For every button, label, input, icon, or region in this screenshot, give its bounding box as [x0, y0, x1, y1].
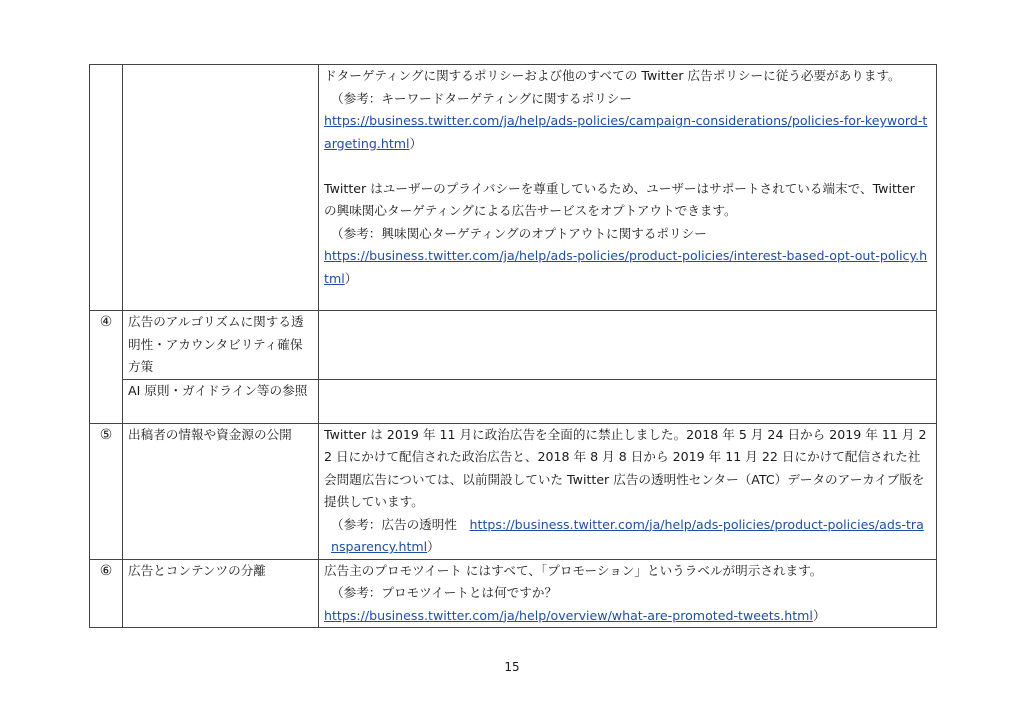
row-label-cell: 広告とコンテンツの分離	[123, 559, 319, 628]
reference-label: （参考：広告の透明性	[331, 516, 470, 532]
reference-link[interactable]: https://business.twitter.com/ja/help/ads-policies/campaign-considerations/policies-for-keyword-targeting.html	[324, 113, 928, 151]
paragraph: ドターゲティングに関するポリシーおよび他のすべての Twitter 広告ポリシーに従う必要があります。	[324, 68, 901, 83]
row-label-cell: 出稿者の情報や資金源の公開	[123, 423, 319, 559]
row-number-cell: ⑤	[90, 423, 123, 559]
reference-close: ）	[812, 607, 826, 623]
table-row	[90, 559, 937, 628]
reference-label: （参考：興味関心ターゲティングのオプトアウトに関するポリシー	[331, 225, 707, 241]
reference-close: ）	[344, 270, 358, 286]
reference-line	[324, 245, 931, 290]
row-number-cell	[90, 65, 123, 311]
reference-close: ）	[427, 539, 440, 554]
reference-line	[324, 110, 931, 155]
row-content-cell	[319, 423, 937, 559]
page-number: 15	[504, 660, 520, 674]
table-row	[90, 311, 937, 380]
row-number-cell: ④	[90, 311, 123, 424]
table-row	[90, 423, 937, 559]
row-label-cell	[123, 65, 319, 311]
paragraph: Twitter は 2019 年 11 月に政治広告を全面的に禁止しました。2018 年 5 月 24 日から 2019 年 11 月 22 日にかけて配信された政治広告と、2018 年 8 月 8 日から 2019 年 11 月 22 日にかけて配信された社会問題広告については、以前開設していた Twitter 広告の透明性センター（ATC）データのアーカイブ版を提供しています。	[324, 426, 927, 509]
reference-label: （参考：プロモツイートとは何ですか？	[331, 585, 558, 600]
paragraph: 広告主のプロモツイート にはすべて、「プロモーション」というラベルが明示されます。	[324, 562, 823, 578]
table-row	[90, 65, 937, 311]
reference-link[interactable]: https://business.twitter.com/ja/help/ads-policies/product-policies/ads-transparency.html	[331, 516, 924, 554]
reference-link[interactable]: https://business.twitter.com/ja/help/ads-policies/product-policies/interest-based-opt-out-policy.html	[324, 248, 928, 286]
policy-table	[89, 64, 937, 628]
table-row	[90, 379, 937, 423]
row-content-cell	[319, 311, 937, 380]
row-number-cell: ⑥	[90, 559, 123, 628]
row-content-cell	[319, 559, 937, 628]
row-label-cell: 広告のアルゴリズムに関する透明性・アカウンタビリティ確保方策	[123, 311, 319, 380]
paragraph: Twitter はユーザーのプライバシーを尊重しているため、ユーザーはサポートされている端末で、Twitter の興味関心ターゲティングによる広告サービスをオプトアウトできます。	[324, 180, 915, 218]
reference-label: （参考：キーワードターゲティングに関するポリシー	[331, 90, 632, 106]
row-label-cell: AI 原則・ガイドライン等の参照	[123, 379, 319, 423]
row-content-cell	[319, 65, 937, 311]
reference-line	[324, 605, 931, 628]
row-content-cell	[319, 379, 937, 423]
reference-link[interactable]: https://business.twitter.com/ja/help/overview/what-are-promoted-tweets.html	[324, 607, 813, 623]
spacer	[324, 155, 931, 178]
reference-close: ）	[409, 135, 423, 151]
reference-line	[324, 514, 931, 559]
